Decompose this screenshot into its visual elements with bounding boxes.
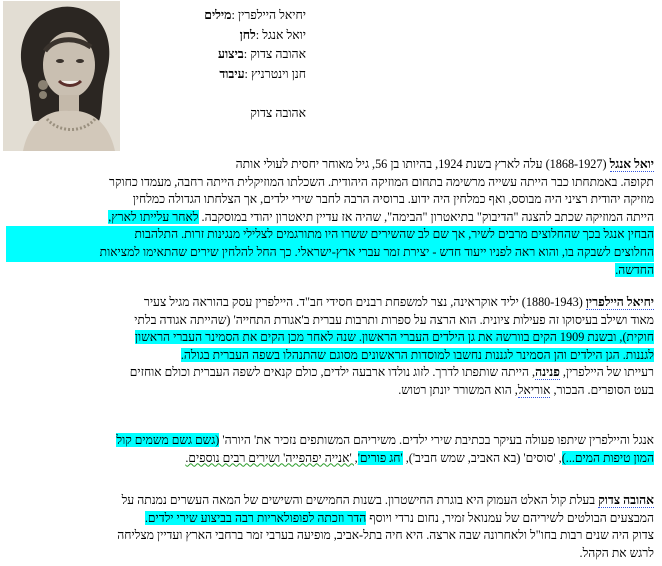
heilperin-line-2: מאוד ושילב בעיסוקו זה פעילות ציונית. הוא הרצה על ספרות ותרבות עברית ב'אגודת התחייה' (שהייתה אגודה בלתי <box>134 312 654 327</box>
engel-line-4 <box>6 209 654 227</box>
performer-value: אהובה צדוק <box>250 47 306 61</box>
heilperin-highlight: לגננות. הגן הילדים והן הסמינר לגננות נחשבו למוסדות הראשונים מסוגם שהתנהלו בשפה העברית בגולה. <box>180 347 654 362</box>
heilperin-name: יחיאל היילפרין <box>585 295 654 309</box>
heilperin-paragraph <box>6 294 654 400</box>
engel-text: (1868-1927) עלה לארץ בשנת 1924, בהיותו בן 56, גיל מאוחר יחסית לעולי אותה <box>235 157 610 171</box>
tsadok-text: המבצעים הבולטים לשיריהם של עמנואל זמיר, נחום נרדי ויוסף <box>366 510 654 525</box>
heilperin-line-6 <box>6 382 654 400</box>
song-credits <box>126 6 306 123</box>
music-label: לחן <box>239 27 256 42</box>
engel-line-1 <box>6 156 654 174</box>
tsadok-text: בעלת קול האלט העמוק היא בוגרת החישטרון. בשנות החמישים והשישים של המאה העשרים נמנתה על <box>121 493 599 507</box>
heilperin-text: , הוא המשורר יונתן רטוש. <box>398 382 518 397</box>
wife-name: פנינה <box>535 365 560 380</box>
heilperin-line-5 <box>6 364 654 382</box>
son-name: אוריאל <box>517 382 551 397</box>
credit-music: יואל אנגל :לחן <box>239 27 306 42</box>
singer-portrait-image <box>3 1 120 151</box>
heilperin-text: רעייתו של היילפרין, <box>559 365 654 380</box>
engel-line-7 <box>6 262 654 280</box>
engel-name: יואל אנגל <box>609 157 654 171</box>
arrangement-label: עיבוד <box>219 66 245 81</box>
credit-arrangement: חנן וינטרניץ :עיבוד <box>219 66 306 81</box>
engel-highlight: החדשה. <box>615 262 654 277</box>
collab-text: אנגל והיילפרין שיתפו פעולה בעיקר בכתיבת שירי ילדים. משיריהם המשותפים נזכיר את' היורה' <box>219 433 654 447</box>
lyrics-value: יחיאל היילפרין <box>237 8 306 22</box>
credit-performer: אהובה צדוק :ביצוע <box>218 47 306 61</box>
tsadok-line-1 <box>6 492 654 510</box>
heilperin-text: , הייתה שותפתו לדרך. לזוג נולדו ארבעה ילדים, כולם קנאים לשפה העברית וכולם אוחזים <box>129 365 536 380</box>
tsadok-line-3: צדוק היה שנים רבות בחו"ל ולאחרונה שבה ארצה. היא חיה בתל-אביב, מופיעה בערבי זמר ברחבי הארץ ועדיין מצליחה <box>117 528 654 543</box>
engel-text: הייתה המוזיקה שכתב להצגה "הדיבוק" בתיאטרון "הבימה", שהיה אז עדיין תיאטרון יהודי במוסקבה. <box>201 209 654 224</box>
music-value: יואל אנגל <box>262 27 306 42</box>
credit-lyrics: יחיאל היילפרין :מילים <box>204 8 306 22</box>
tsadok-paragraph <box>6 492 654 562</box>
singer-caption: אהובה צדוק <box>250 105 306 120</box>
heilperin-text: בעט הסופרים. הבכור, <box>550 382 654 397</box>
heilperin-text: (1880-1943) יליד אוקראינה, נצר למשפחת רבנים חסידי חב"ד. היילפרין עסק בהוראה מגיל צעיר <box>143 295 586 309</box>
tsadok-line-2 <box>6 510 654 528</box>
engel-line-2: תקופה. באמתחתו כבר הייתה עשייה מרשימה בתחום המוזיקה היהודית. השכלתו המוזיקלית הייתה רחבה, מעמדו כחוקר <box>109 174 654 189</box>
tsadok-line-4: לרגש את הקהל. <box>579 545 654 560</box>
collab-text: , 'אנייה יפהפייה' ושירים רבים נוספים. <box>185 450 358 465</box>
heilperin-line-1 <box>6 294 654 312</box>
collab-line-1 <box>6 432 654 450</box>
engel-highlight: לאחר עלייתו לארץ, <box>108 209 199 224</box>
engel-line-3: מוזיקה יהודית רציני היה מבוסס, ואף כמלחין היה ידוע. ברוסיה הרבה לחבר שירי ילדים, אך הצלחתו הגדולה כמלחין <box>132 192 654 207</box>
heilperin-line-3 <box>6 329 654 347</box>
arrangement-value: חנן וינטרניץ <box>251 66 306 81</box>
engel-line-6: החלוצים לשבקה בו, והוא ראה לפניו ייעוד חדש - יצירת זמר עברי ארץ-ישראלי. כך החל להלחין שירים שהתאימו למציאות <box>6 244 654 262</box>
engel-paragraph <box>6 156 654 279</box>
performer-label: ביצוע <box>218 47 244 61</box>
engel-line-5: הבחין אנגל בכך שהחלוצים מרבים לשיר, אך שם לב שהשירים ששרו היו מתורגמים לצלילי מנגינות זרות. התלהבות <box>6 226 654 244</box>
heilperin-line-4 <box>6 347 654 365</box>
collab-highlight: (גשם גשם משמים קול <box>116 433 220 447</box>
lyrics-label: מילים <box>204 8 232 22</box>
collab-line-2 <box>6 450 654 468</box>
tsadok-name: אהובה צדוק <box>598 493 654 507</box>
heilperin-highlight: חוקית), ובשנת 1909 הקים בוורשה את גן הילדים העברי הראשון. שנה לאחר מכן הקים את הסמינר העברי הראשון <box>134 330 654 345</box>
tsadok-highlight: הדר וזכתה לפופולאריות רבה בביצוע שירי ילדים. <box>144 510 367 525</box>
collab-highlight: 'חג פורים' <box>357 450 403 465</box>
collab-text: , 'סוסים' (בא האביב, שמש חביב'), <box>402 450 562 465</box>
singer-photo <box>3 1 120 151</box>
collaboration-paragraph <box>6 432 654 467</box>
collab-highlight: המון טיפות המים...) <box>561 450 654 465</box>
